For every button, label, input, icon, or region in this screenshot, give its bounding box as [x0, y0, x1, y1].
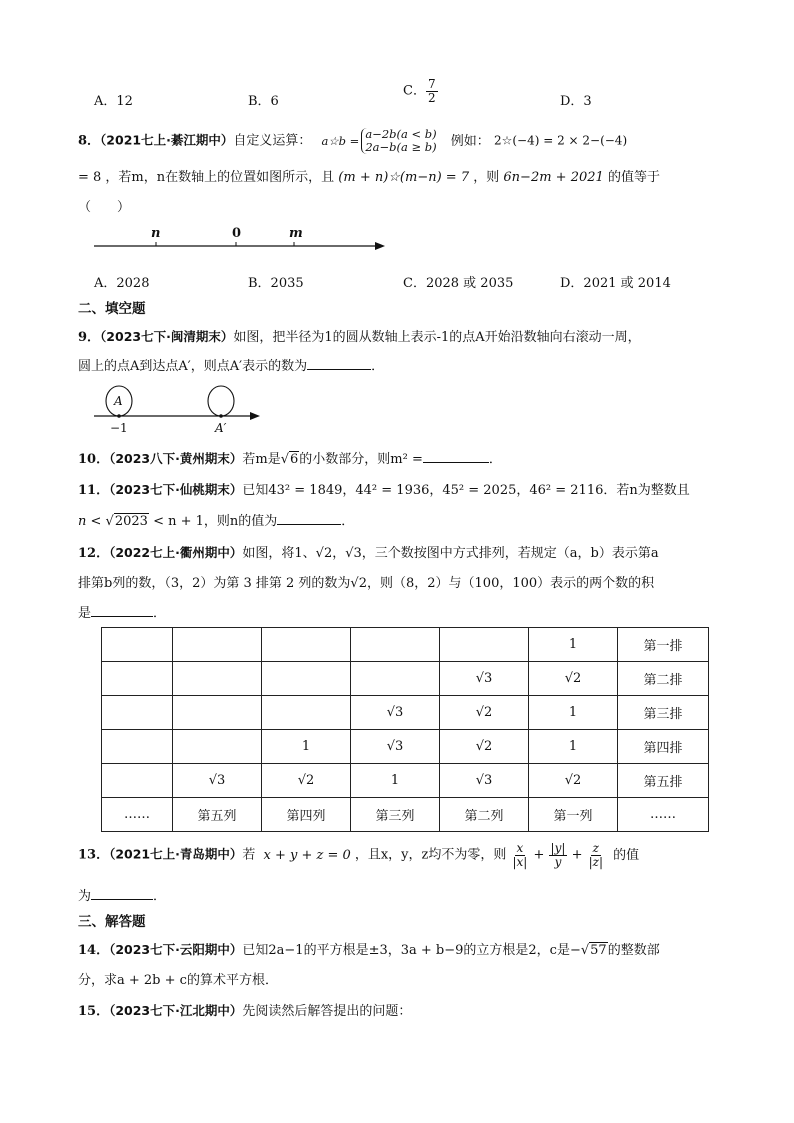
q8-paren: （ ） [78, 200, 131, 215]
q8-axis-label-n: n [151, 226, 161, 241]
q8-option-d: D．2021 或 2014 [560, 276, 671, 291]
q7-option-a: A．12 [94, 94, 133, 109]
q12-table-cell: √3 [440, 662, 529, 696]
q8-line2: = 8 ，若m，n在数轴上的位置如图所示，且 (m + n)☆(m−n) = 7 ，则 6n−2m + 2021 的值等于 [78, 170, 660, 185]
q9-fig-label-a-prime: A′ [215, 421, 227, 435]
q12-table-cell [440, 628, 529, 662]
q15-line: 15．（2023七下·江北期中）先阅读然后解答提出的问题： [78, 1003, 412, 1019]
q12-table-cell [173, 628, 262, 662]
q14-line2: 分，求a + 2b + c的算术平方根． [78, 973, 278, 988]
q12-table-cell: 第五排 [618, 764, 709, 798]
q7-option-b: B．6 [248, 94, 279, 109]
q12-table-cell: 第二排 [618, 662, 709, 696]
q12-table-cell: √3 [351, 696, 440, 730]
q8-axis-label-zero: 0 [232, 226, 242, 241]
q12-table-cell: √3 [440, 764, 529, 798]
q12-table-cell: 1 [351, 764, 440, 798]
q12-table-cell: 第三列 [351, 798, 440, 832]
q12-table-cell [102, 764, 173, 798]
q12-table-cell [262, 628, 351, 662]
q12-table-row [102, 764, 709, 798]
q12-table-cell [262, 662, 351, 696]
q12-table-cell [173, 730, 262, 764]
q12-table-cell: 第四列 [262, 798, 351, 832]
q12-table-cell: √2 [440, 730, 529, 764]
q8-axis-label-m: m [289, 226, 303, 241]
q12-line2: 排第b列的数，（3，2）为第 3 排第 2 列的数为√2，则（8，2）与（100，100）表示的两个数的积 [78, 576, 655, 591]
q12-table-cell [102, 662, 173, 696]
q8-option-c: C．2028 或 2035 [403, 276, 514, 291]
q14-line1: 14．（2023七下·云阳期中）已知2a−1的平方根是±3，3a + b−9的立方根是2，c是−√57的整数部 [78, 942, 660, 958]
q12-table-row [102, 730, 709, 764]
q12-table-row [102, 798, 709, 832]
q12-table-cell: 第三排 [618, 696, 709, 730]
q12-table-cell: 第二列 [440, 798, 529, 832]
q8-line1: 8．（2021七上·綦江期中）自定义运算： a☆b = a−2b(a < b) 2a−b(a ≥ b) 例如： 2☆(−4) = 2 × 2−(−4) [78, 127, 628, 155]
q12-table-row [102, 662, 709, 696]
q7-option-d: D．3 [560, 94, 592, 109]
q9-fig-label-a: A [114, 394, 123, 408]
q12-table-row [102, 628, 709, 662]
q12-table-cell: …… [618, 798, 709, 832]
q9-fig-label-minus-one: −1 [110, 421, 128, 435]
q12-number-table [101, 627, 709, 832]
q12-table-cell [173, 662, 262, 696]
q12-table-cell: 第一排 [618, 628, 709, 662]
q8-option-a: A．2028 [94, 276, 150, 291]
q12-table-cell: 1 [529, 628, 618, 662]
q12-table-cell [102, 696, 173, 730]
q13-line2: 为 ． [78, 889, 167, 904]
q12-table-row [102, 696, 709, 730]
q11-line2: n < √2023 < n + 1，则n的值为 ． [78, 514, 355, 529]
q12-table-cell [351, 662, 440, 696]
q9-line1: 9．（2023七下·闽清期末）如图，把半径为1的圆从数轴上表示-1的点A开始沿数轴向右滚动一周， [78, 329, 641, 345]
q9-line2: 圆上的点A到达点A′，则点A′表示的数为 ． [78, 359, 385, 374]
q12-table-cell [173, 696, 262, 730]
q12-table-cell: 1 [529, 696, 618, 730]
q12-table-cell: 第四排 [618, 730, 709, 764]
q12-table-cell: √2 [529, 764, 618, 798]
q12-table-cell [351, 628, 440, 662]
q12-table-cell: √2 [529, 662, 618, 696]
q12-table-cell [102, 730, 173, 764]
q12-table-cell: √3 [173, 764, 262, 798]
q12-line3: 是 ． [78, 606, 167, 621]
q12-table-cell: √2 [440, 696, 529, 730]
q12-table-cell: …… [102, 798, 173, 832]
q12-table-cell: 1 [262, 730, 351, 764]
q12-table-cell: √2 [262, 764, 351, 798]
q12-table-cell: 第一列 [529, 798, 618, 832]
q12-table-cell: 第五列 [173, 798, 262, 832]
q11-line1: 11．（2023七下·仙桃期末）已知43² = 1849，44² = 1936，45² = 2025，46² = 2116．若n为整数且 [78, 482, 690, 498]
q12-table-cell [102, 628, 173, 662]
q7-option-c: C． $\frac{7}{2}$ [403, 77, 436, 105]
q10-line: 10．（2023八下·黄州期末）若m是√6的小数部分，则m² = ． [78, 451, 502, 467]
q13-line1: 13．（2021七上·青岛期中）若 x + y + z = 0 ，且x，y，z均不为零，则 $\frac{x}{|x|}$ + $\frac{|y|}{y}$ + $\frac{z}{|z|}$ 的值 [78, 841, 640, 869]
q8-option-b: B．2035 [248, 276, 304, 291]
section-title-answer: 三、解答题 [78, 914, 146, 930]
q12-line1: 12．（2022七上·衢州期中）如图，将1、√2，√3，三个数按图中方式排列，若规定（a，b）表示第a [78, 545, 659, 561]
section-title-fill-in: 二、填空题 [78, 301, 146, 317]
q12-table-cell [262, 696, 351, 730]
q12-table-cell: 1 [529, 730, 618, 764]
q12-table-cell: √3 [351, 730, 440, 764]
